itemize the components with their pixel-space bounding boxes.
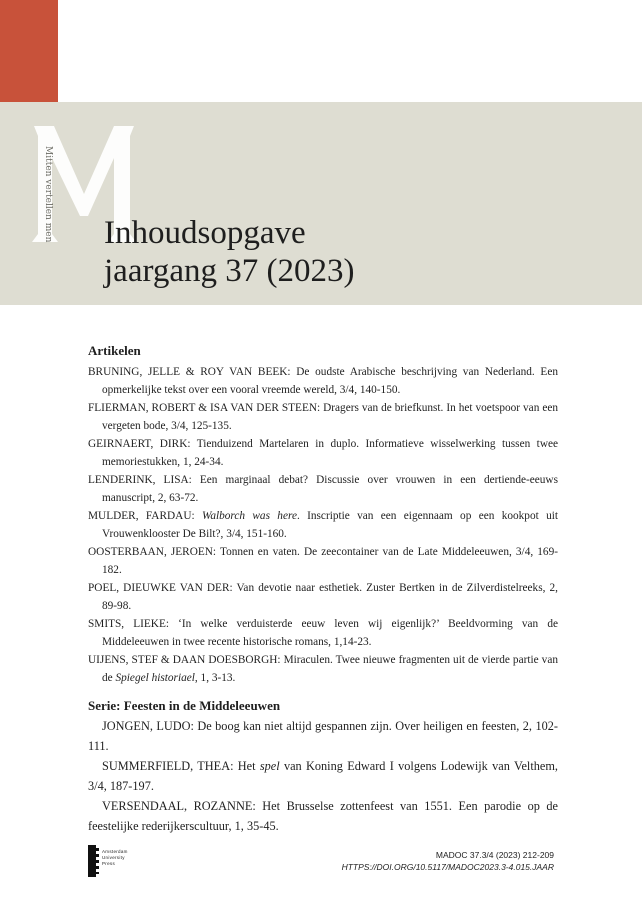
serie-entry: VERSENDAAL, ROZANNE: Het Brusselse zottenfeest van 1551. Een parodie op de feestelijke rederijkerscultuur, 1, 35-45. xyxy=(88,799,558,833)
article-entry: FLIERMAN, ROBERT & ISA VAN DER STEEN: Dragers van de briefkunst. In het voetspoor van een vergeten bode, 3/4, 125-135. xyxy=(88,402,558,432)
corner-color-block xyxy=(0,0,58,102)
citation: MADOC 37.3/4 (2023) 212-209 xyxy=(435,850,554,860)
publisher-name: Amsterdam University Press xyxy=(102,849,128,866)
article-entry: POEL, DIEUWKE VAN DER: Van devotie naar esthetiek. Zuster Bertken in de Zilverdistelreeks, 2, 89-98. xyxy=(88,582,558,612)
article-entry: SMITS, LIEKE: ‘In welke verduisterde eeuw leven wij eigenlijk?’ Beeldvorming van de Middeleeuwen in twee recente historische romans, 1,14-23. xyxy=(88,618,558,648)
publisher-logo-bar-icon xyxy=(88,845,96,877)
serie-entry: JONGEN, LUDO: De boog kan niet altijd gespannen zijn. Over heiligen en feesten, 2, 102-111. xyxy=(88,719,558,753)
serie-heading: Serie: Feesten in de Middeleeuwen xyxy=(88,698,281,713)
article-entry: UIJENS, STEF & DAAN DOESBORGH: Miraculen. Twee nieuwe fragmenten uit de vierde partie van de Spiegel historiael, 1, 3-13. xyxy=(88,654,558,684)
article-entry: GEIRNAERT, DIRK: Tienduizend Martelaren in duplo. Informatieve wisselwerking tussen twee memoriestukken, 1, 24-34. xyxy=(88,438,558,468)
article-entry: MULDER, FARDAU: Walborch was here. Inscriptie van een eigennaam op een kookpot uit Vrouwenklooster De Bilt?, 3/4, 151-160. xyxy=(88,510,558,540)
publisher-logo-notches-icon xyxy=(96,848,99,874)
table-of-contents xyxy=(88,342,558,836)
article-entry: BRUNING, JELLE & ROY VAN BEEK: De oudste Arabische beschrijving van Nederland. Een opmerkelijke tekst over een vooral vreemde wereld, 3/4, 140-150. xyxy=(88,366,558,396)
article-entry: LENDERINK, LISA: Een marginaal debat? Discussie over vrouwen in een dertiende-eeuws manuscript, 2, 63-72. xyxy=(88,474,558,504)
publisher-logo xyxy=(88,845,148,877)
title-line-2: jaargang 37 (2023) xyxy=(104,253,355,289)
articles-list xyxy=(88,363,558,687)
serie-list xyxy=(88,716,558,836)
doi-link[interactable]: HTTPS://DOI.ORG/10.5117/MADOC2023.3-4.015.JAAR xyxy=(341,862,554,872)
page-title xyxy=(104,214,354,290)
articles-heading: Artikelen xyxy=(88,343,141,358)
article-entry: OOSTERBAAN, JEROEN: Tonnen en vaten. De zeecontainer van de Late Middeleeuwen, 3/4, 169-182. xyxy=(88,546,558,576)
footer-citation xyxy=(342,849,554,873)
serie-entry: SUMMERFIELD, THEA: Het spel van Koning Edward I volgens Lodewijk van Velthem, 3/4, 187-197. xyxy=(88,759,558,793)
logo-script: Mitten vertellen men xyxy=(43,146,53,243)
title-line-1: Inhoudsopgave xyxy=(104,215,306,251)
